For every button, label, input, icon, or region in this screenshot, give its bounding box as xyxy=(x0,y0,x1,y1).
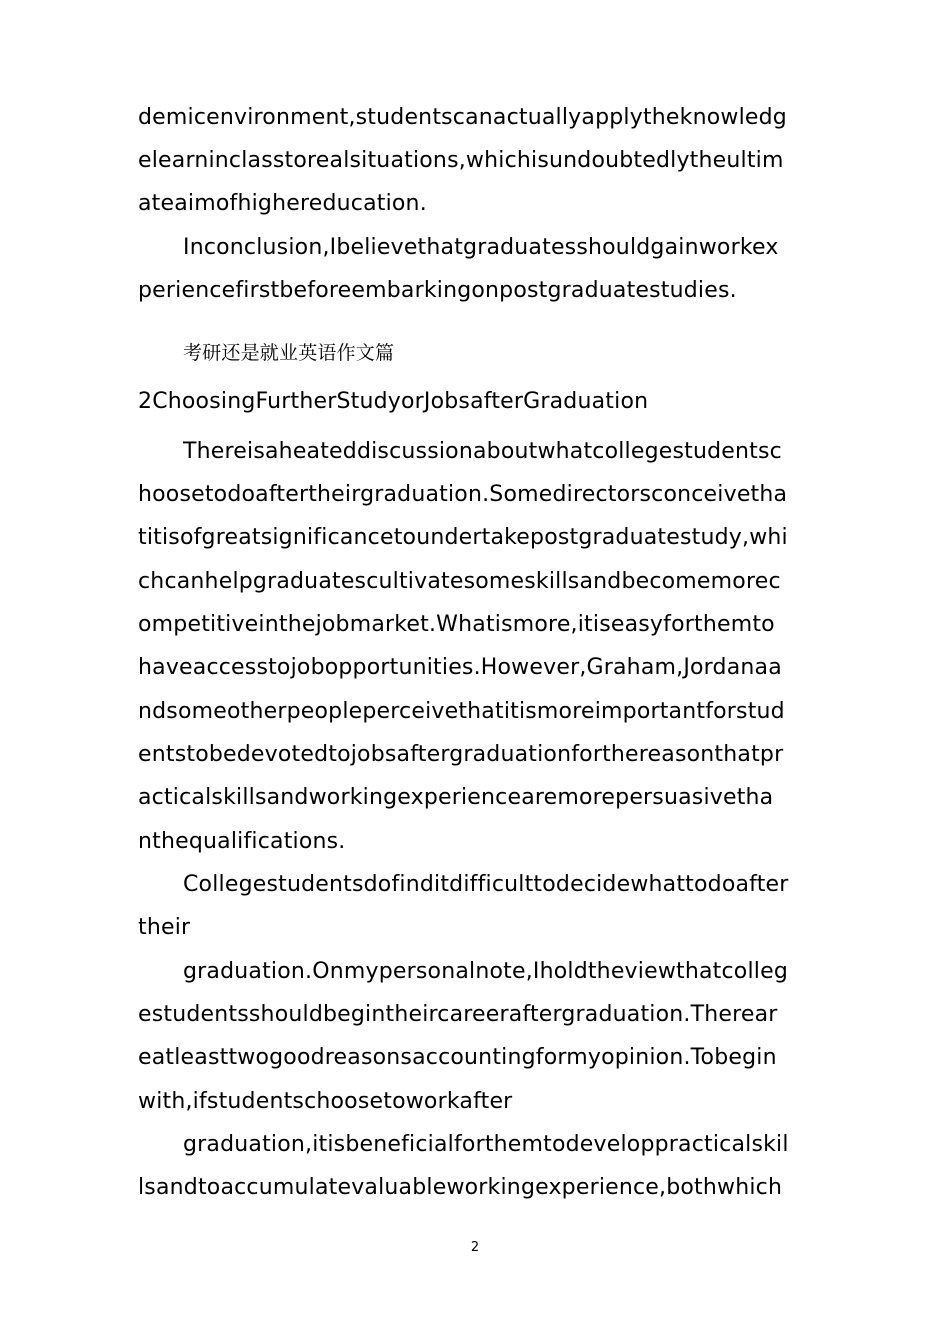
text-line: with,ifstudentschoosetoworkafter xyxy=(138,1089,513,1114)
text-line: hoosetodoaftertheirgraduation.Somedirectorsconceivetha xyxy=(138,482,788,507)
text-line: elearninclasstorealsituations,whichisundoubtedlytheultim xyxy=(138,148,784,173)
section-title: 2ChoosingFurtherStudyorJobsafterGraduation xyxy=(138,389,649,414)
text-line: graduation,itisbeneficialforthemtodeveloppracticalskil xyxy=(183,1132,789,1157)
text-line: demicenvironment,studentscanactuallyapplytheknowledg xyxy=(138,105,787,130)
text-line: ndsomeotherpeopleperceivethatitismoreimportantforstud xyxy=(138,699,785,724)
text-line: their xyxy=(138,915,191,940)
text-line: titisofgreatsignificancetoundertakepostgraduatestudy,whi xyxy=(138,525,788,550)
text-line: eatleasttwogoodreasonsaccountingformyopinion.Tobegin xyxy=(138,1045,777,1070)
text-line: ateaimofhighereducation. xyxy=(138,191,427,216)
text-line: Thereisaheateddiscussionaboutwhatcollegestudentsc xyxy=(183,439,782,464)
text-line: Collegestudentsdofinditdifficulttodecidewhattodoafter xyxy=(183,872,789,897)
text-line: estudentsshouldbegintheircareeraftergraduation.Therear xyxy=(138,1002,778,1027)
section-heading: 考研还是就业英语作文篇 xyxy=(183,342,395,364)
text-line: acticalskillsandworkingexperiencearemorepersuasivetha xyxy=(138,785,774,810)
text-line: entstobedevotedtojobsaftergraduationforthereasonthatpr xyxy=(138,742,784,767)
page-number: 2 xyxy=(470,1240,480,1255)
text-line: Inconclusion,Ibelievethatgraduatesshouldgainworkex xyxy=(183,235,779,260)
text-line: ompetitiveinthejobmarket.Whatismore,itiseasyforthemto xyxy=(138,612,775,637)
text-line: nthequalifications. xyxy=(138,829,346,854)
text-line: periencefirstbeforeembarkingonpostgraduatestudies. xyxy=(138,278,737,303)
text-line: chcanhelpgraduatescultivatesomeskillsandbecomemorec xyxy=(138,569,781,594)
text-line: haveaccesstojobopportunities.However,Graham,Jordanaa xyxy=(138,655,782,680)
text-line: graduation.Onmypersonalnote,Iholdtheviewthatcolleg xyxy=(183,959,788,984)
text-line: lsandtoaccumulatevaluableworkingexperience,bothwhich xyxy=(138,1175,783,1200)
